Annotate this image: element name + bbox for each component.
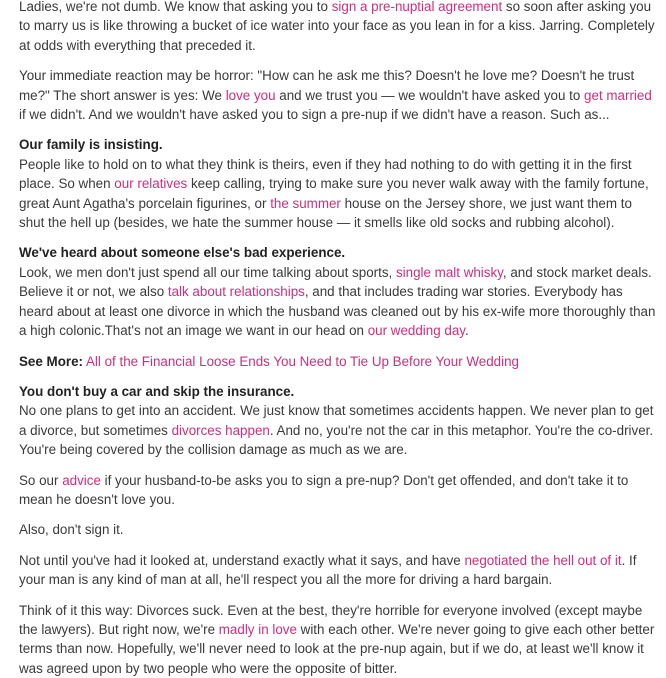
text: Not until you've had it looked at, understand exactly what it says, and have	[19, 552, 465, 568]
section-heading: You don't buy a car and skip the insurance.	[19, 383, 295, 399]
link-madly-in-love[interactable]: madly in love	[218, 621, 297, 637]
link-get-married[interactable]: get married	[584, 87, 652, 103]
see-more	[19, 352, 658, 371]
text: So our	[19, 472, 63, 488]
text: keep calling, trying to make sure you never walk away with the family fortune, great Aunt Agatha's porcelain figurines, or	[19, 176, 649, 211]
link-our-relatives[interactable]: our relatives	[114, 176, 188, 192]
text: , and stock market deals. Believe it or not, we also	[19, 264, 652, 300]
section-heading: We've heard about someone else's bad experience.	[19, 245, 346, 261]
text: Your immediate reaction may be horror: "How can he ask me this? Doesn't he love me? Doesn't he trust me?" The short answer is yes: We	[19, 68, 635, 103]
text: Also, don't sign it.	[19, 522, 124, 538]
link-advice[interactable]: advice	[62, 472, 101, 488]
text: with each other. We're never going to give each other better terms than now. Hopefully, we'll never need to look at the pre-nup again, but if we do, at least we'll know it was agreed upon by two people who were the opposite of bitter.	[19, 621, 655, 676]
text: so soon after asking you to marry us is like throwing a bucket of ice water into your face as you lean in for a kiss. Jarring. Completely at odds with everything that preceded it.	[19, 0, 655, 53]
text: if your husband-to-be asks you to sign a pre-nup? Don't get offended, and don't take it to mean he doesn't love you.	[19, 472, 629, 507]
text: . And no, you're not the car in this metaphor. You're the co-driver. You're being covered by the collision damage as much as we are.	[19, 422, 654, 458]
paragraph-conclusion	[19, 601, 658, 678]
paragraph-negotiate	[19, 551, 658, 590]
text: , and that includes trading war stories. Everybody has heard about at least one divorce in which the husband was cleaned out by his ex-wife more thoroughly than a high colonic.That's not an image we want in our head on	[19, 284, 656, 339]
text: . If your man is any kind of man at all, he'll respect you all the more for driving a hard bargain.	[19, 552, 637, 588]
link-our-wedding-day[interactable]: our wedding day	[367, 323, 465, 339]
paragraph-reaction	[19, 66, 658, 124]
text: .	[464, 323, 469, 339]
link-single-malt-whisky[interactable]: single malt whisky	[395, 264, 503, 280]
text: Ladies, we're not dumb. We know that asking you to	[19, 0, 332, 14]
link-negotiated[interactable]: negotiated the hell out of it	[464, 552, 622, 568]
link-the-summer[interactable]: the summer	[270, 195, 341, 211]
text: if we didn't. And we wouldn't have asked you to sign a pre-nup if we didn't have a reason. Such as...	[19, 107, 610, 123]
text: Look, we men don't just spend all our time talking about sports,	[19, 264, 396, 280]
link-love-you[interactable]: love you	[225, 87, 276, 103]
link-pre-nuptial-agreement[interactable]: sign a pre-nuptial agreement	[331, 0, 503, 14]
text: house on the Jersey shore, we just want them to shut the hell up (besides, we hate the summer house — it smells like old socks and rubbing alcohol).	[19, 195, 632, 231]
link-talk-about-relationships[interactable]: talk about relationships	[167, 284, 305, 300]
section-bad-experience	[19, 243, 658, 340]
text: No one plans to get into an accident. We just know that sometimes accidents happen. We never plan to get a divorce, but sometimes	[19, 403, 654, 438]
section-insurance	[19, 382, 658, 460]
text: People like to hold on to what they think is theirs, even if they had nothing to do with getting it in the first place. So when	[19, 156, 632, 192]
see-more-link[interactable]: All of the Financial Loose Ends You Need to Tie Up Before Your Wedding	[85, 353, 519, 369]
paragraph-dont-sign	[19, 520, 658, 539]
text: and we trust you — we wouldn't have asked you to	[275, 87, 585, 103]
section-heading: Our family is insisting.	[19, 137, 163, 153]
section-family-insisting	[19, 135, 658, 232]
paragraph-intro	[19, 0, 658, 55]
paragraph-advice	[19, 471, 658, 510]
link-divorces-happen[interactable]: divorces happen	[171, 422, 270, 438]
text: Think of it this way: Divorces suck. Even at the best, they're horrible for everyone involved (except maybe the lawyers). But right now, we're	[19, 602, 643, 637]
see-more-label: See More:	[19, 353, 83, 369]
